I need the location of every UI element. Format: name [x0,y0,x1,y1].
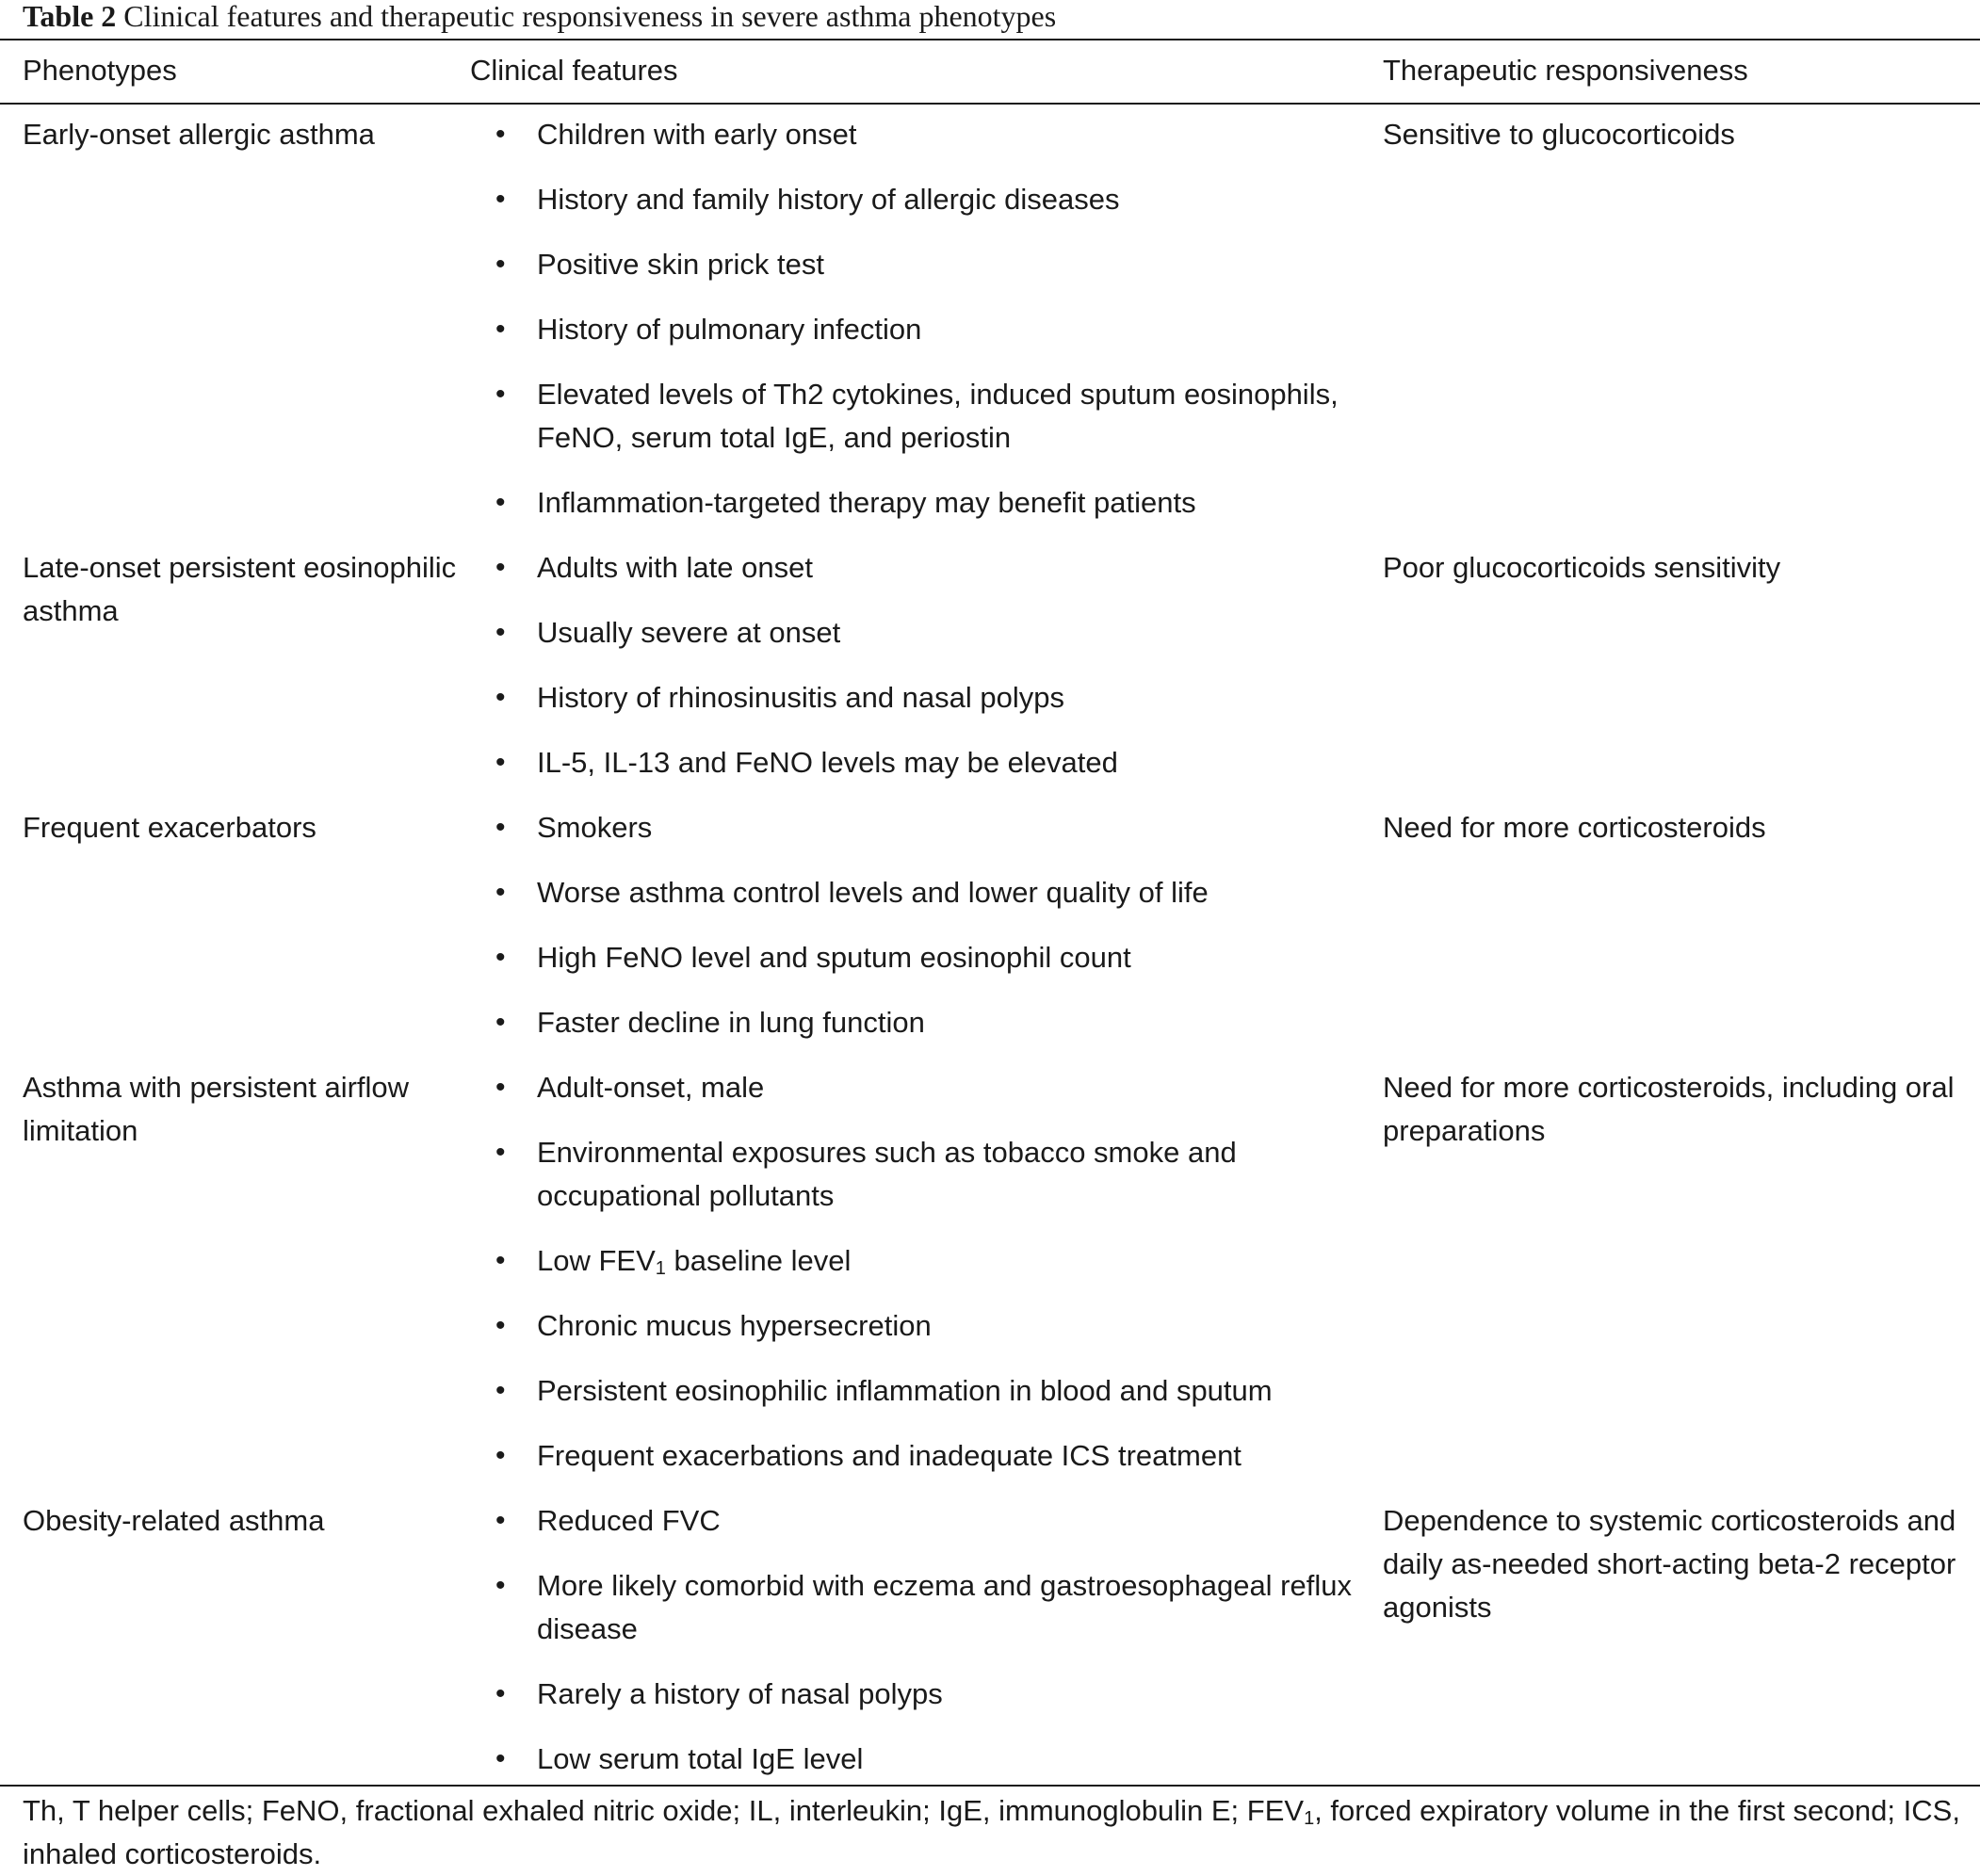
bullet-icon: • [495,1007,506,1038]
feature-text: Smokers [537,811,653,844]
feature-item [480,1738,1356,1781]
bullet-icon: • [495,487,506,518]
phenotype-cell: Frequent exacerbators [23,811,316,844]
feature-text: History of rhinosinusitis and nasal polyps [537,681,1064,714]
table-header [0,40,1980,101]
feature-text-suffix: baseline level [665,1244,852,1277]
phenotype-cell: Late-onset persistent eosinophilic asthma [23,551,457,627]
bullet-icon: • [495,184,506,215]
feature-item [480,243,1356,286]
feature-text-subscript: 1 [655,1258,666,1279]
phenotype-cell: Early-onset allergic asthma [23,118,375,151]
feature-text: Usually severe at onset [537,616,841,649]
therapeutic-response-cell: Poor glucocorticoids sensitivity [1383,551,1781,584]
feature-text: IL-5, IL-13 and FeNO levels may be elevated [537,746,1118,779]
bullet-icon: • [495,1310,506,1341]
table-row [0,806,1980,1066]
footnote-subscript: 1 [1304,1808,1315,1829]
bullet-icon: • [495,942,506,973]
bullet-icon: • [495,552,506,583]
bullet-icon: • [495,812,506,843]
feature-item [480,1499,1356,1543]
phenotype-cell: Obesity-related asthma [23,1504,325,1537]
feature-item [480,481,1356,525]
bullet-icon: • [495,1375,506,1406]
table-caption [23,0,1056,34]
feature-item [480,1131,1356,1218]
footnote-part1: Th, T helper cells; FeNO, fractional exhaled nitric oxide; IL, interleukin; IgE, immunoglobulin E; FEV [23,1794,1305,1827]
feature-text: Elevated levels of Th2 cytokines, induced sputum eosinophils, FeNO, serum total IgE, and periostin [537,378,1339,454]
feature-text: Positive skin prick test [537,248,824,281]
feature-text: Frequent exacerbations and inadequate ICS treatment [537,1439,1242,1472]
bullet-icon: • [495,1137,506,1168]
feature-item [480,741,1356,784]
bullet-icon: • [495,119,506,150]
feature-item [480,178,1356,221]
bullet-icon: • [495,1245,506,1276]
bullet-icon: • [495,682,506,713]
feature-text: More likely comorbid with eczema and gastroesophageal reflux disease [537,1569,1352,1645]
clinical-features-cell [480,1066,1356,1478]
clinical-features-cell [480,1499,1356,1781]
clinical-features-cell [480,113,1356,525]
feature-text: Inflammation-targeted therapy may benefit patients [537,486,1196,519]
bullet-icon: • [495,1743,506,1774]
bullet-icon: • [495,877,506,908]
feature-item [480,1239,1356,1283]
clinical-features-cell [480,806,1356,1044]
feature-text: Children with early onset [537,118,857,151]
table-title: Clinical features and therapeutic responsiveness in severe asthma phenotypes [123,0,1057,33]
bullet-icon: • [495,249,506,280]
header-rule [0,103,1980,105]
feature-text: High FeNO level and sputum eosinophil count [537,941,1131,974]
therapeutic-response-cell: Sensitive to glucocorticoids [1383,118,1735,151]
feature-item [480,611,1356,655]
table-row [0,113,1980,546]
bullet-icon: • [495,379,506,410]
feature-text: Faster decline in lung function [537,1006,925,1039]
feature-item [480,806,1356,849]
header-clinical-features: Clinical features [470,54,678,87]
feature-item [480,308,1356,351]
feature-text: Worse asthma control levels and lower quality of life [537,876,1209,909]
bullet-icon: • [495,617,506,648]
feature-item [480,1304,1356,1348]
feature-item [480,546,1356,590]
feature-text: Low serum total IgE level [537,1742,864,1775]
feature-item [480,1564,1356,1651]
table-footnote [23,1789,1963,1876]
feature-text [537,1244,851,1277]
therapeutic-response-cell: Need for more corticosteroids, including oral preparations [1383,1071,1955,1147]
table-row [0,546,1980,806]
header-therapeutic-responsiveness: Therapeutic responsiveness [1383,54,1748,87]
bullet-icon: • [495,747,506,778]
feature-text: Adults with late onset [537,551,813,584]
table-row [0,1499,1980,1803]
table-label: Table 2 [23,0,117,33]
feature-text-prefix: Low FEV [537,1244,656,1277]
therapeutic-response-cell: Dependence to systemic corticosteroids and daily as-needed short-acting beta-2 receptor agonists [1383,1504,1956,1624]
feature-item [480,1369,1356,1413]
feature-text: Chronic mucus hypersecretion [537,1309,932,1342]
feature-text: History and family history of allergic diseases [537,183,1120,216]
feature-item [480,113,1356,156]
bullet-icon: • [495,1440,506,1471]
feature-item [480,871,1356,914]
feature-item [480,1001,1356,1044]
feature-item [480,676,1356,720]
feature-text: Persistent eosinophilic inflammation in blood and sputum [537,1374,1273,1407]
feature-text: Reduced FVC [537,1504,721,1537]
feature-item [480,1434,1356,1478]
bullet-icon: • [495,1678,506,1709]
bottom-rule [0,1785,1980,1787]
bullet-icon: • [495,1570,506,1601]
feature-item [480,373,1356,460]
feature-item [480,1673,1356,1716]
bullet-icon: • [495,1505,506,1536]
feature-text: Environmental exposures such as tobacco smoke and occupational pollutants [537,1136,1237,1212]
table-row [0,1066,1980,1499]
phenotype-cell: Asthma with persistent airflow limitation [23,1071,410,1147]
feature-item [480,1066,1356,1109]
clinical-features-cell [480,546,1356,784]
feature-text: History of pulmonary infection [537,313,922,346]
therapeutic-response-cell: Need for more corticosteroids [1383,811,1766,844]
feature-item [480,936,1356,979]
feature-text: Adult-onset, male [537,1071,765,1104]
header-phenotypes: Phenotypes [23,54,177,87]
table-body [0,113,1980,1774]
bullet-icon: • [495,314,506,345]
bullet-icon: • [495,1072,506,1103]
footnote-part2: , forced expiratory volume in the first second; ICS, inhaled corticosteroids. [23,1794,1960,1870]
feature-text: Rarely a history of nasal polyps [537,1677,943,1710]
